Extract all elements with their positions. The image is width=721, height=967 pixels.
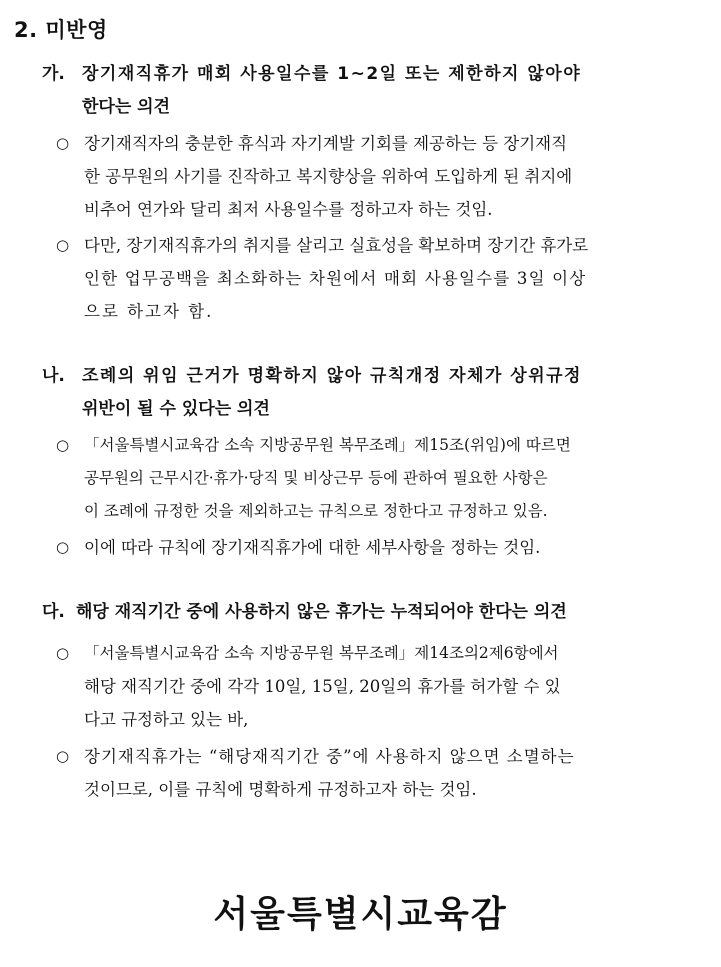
bullet-line: 한 공무원의 사기를 진작하고 복지향상을 위하여 도입하게 된 취지에 — [84, 167, 573, 186]
bullet-line: 이 조례에 규정한 것을 제외하고는 규칙으로 정한다고 규정하고 있음. — [84, 502, 548, 520]
bullet-item — [56, 740, 701, 806]
circle-bullet-icon: ○ — [56, 747, 70, 765]
item-number: 나. — [42, 366, 65, 386]
item-number: 다. — [42, 602, 65, 622]
bullet-line: 이에 따라 규칙에 장기재직휴가에 대한 세부사항을 정하는 것임. — [84, 538, 541, 557]
item-heading-na — [42, 360, 702, 426]
heading-line: 장기재직휴가 매회 사용일수를 1~2일 또는 제한하지 않아야 — [82, 64, 582, 84]
bullet-line: 다만, 장기재직휴가의 취지를 살리고 실효성을 확보하며 장기간 휴가로 — [84, 236, 589, 255]
bullet-line: 장기재직휴가는 “해당재직기간 중”에 사용하지 않으면 소멸하는 — [84, 747, 575, 766]
bullet-line: 공무원의 근무시간·휴가·당직 및 비상근무 등에 관하여 필요한 사항은 — [84, 469, 548, 487]
heading-line: 조례의 위임 근거가 명확하지 않아 규칙개정 자체가 상위규정 — [82, 366, 582, 386]
bullet-line: 장기재직자의 충분한 휴식과 자기계발 기회를 제공하는 등 장기재직 — [84, 134, 568, 153]
bullet-item — [56, 229, 701, 328]
heading-line: 한다는 의견 — [82, 97, 171, 117]
circle-bullet-icon: ○ — [56, 436, 70, 454]
bullet-line: 다고 규정하고 있는 바, — [84, 710, 249, 729]
bullet-item — [56, 127, 701, 226]
bullet-line: 「서울특별시교육감 소속 지방공무원 복무조례」제15조(위임)에 따르면 — [84, 436, 571, 454]
circle-bullet-icon: ○ — [56, 538, 70, 556]
issuer-signature: 서울특별시교육감 — [213, 894, 508, 935]
heading-line: 해당 재직기간 중에 사용하지 않은 휴가는 누적되어야 한다는 의견 — [76, 602, 567, 622]
circle-bullet-icon: ○ — [56, 644, 70, 662]
circle-bullet-icon: ○ — [56, 134, 70, 152]
bullet-line: 인한 업무공백을 최소화하는 차원에서 매회 사용일수를 3일 이상 — [84, 269, 587, 288]
bullet-line: 비추어 연가와 달리 최저 사용일수를 정하고자 하는 것임. — [84, 200, 493, 219]
item-number: 가. — [42, 64, 65, 84]
bullet-line: 「서울특별시교육감 소속 지방공무원 복무조례」제14조의2제6항에서 — [84, 644, 559, 662]
bullet-item — [56, 531, 701, 564]
bullet-line: 으로 하고자 함. — [84, 302, 214, 321]
item-heading-ga — [42, 58, 702, 124]
item-heading-da — [42, 596, 702, 629]
bullet-line: 것이므로, 이를 규칙에 명확하게 규정하고자 하는 것임. — [84, 780, 477, 799]
bullet-item — [56, 637, 701, 736]
section-title: 2. 미반영 — [14, 18, 108, 42]
circle-bullet-icon: ○ — [56, 236, 70, 254]
heading-line: 위반이 될 수 있다는 의견 — [82, 399, 270, 419]
bullet-item — [56, 429, 701, 528]
bullet-line: 해당 재직기간 중에 각각 10일, 15일, 20일의 휴가를 허가할 수 있 — [84, 677, 561, 696]
